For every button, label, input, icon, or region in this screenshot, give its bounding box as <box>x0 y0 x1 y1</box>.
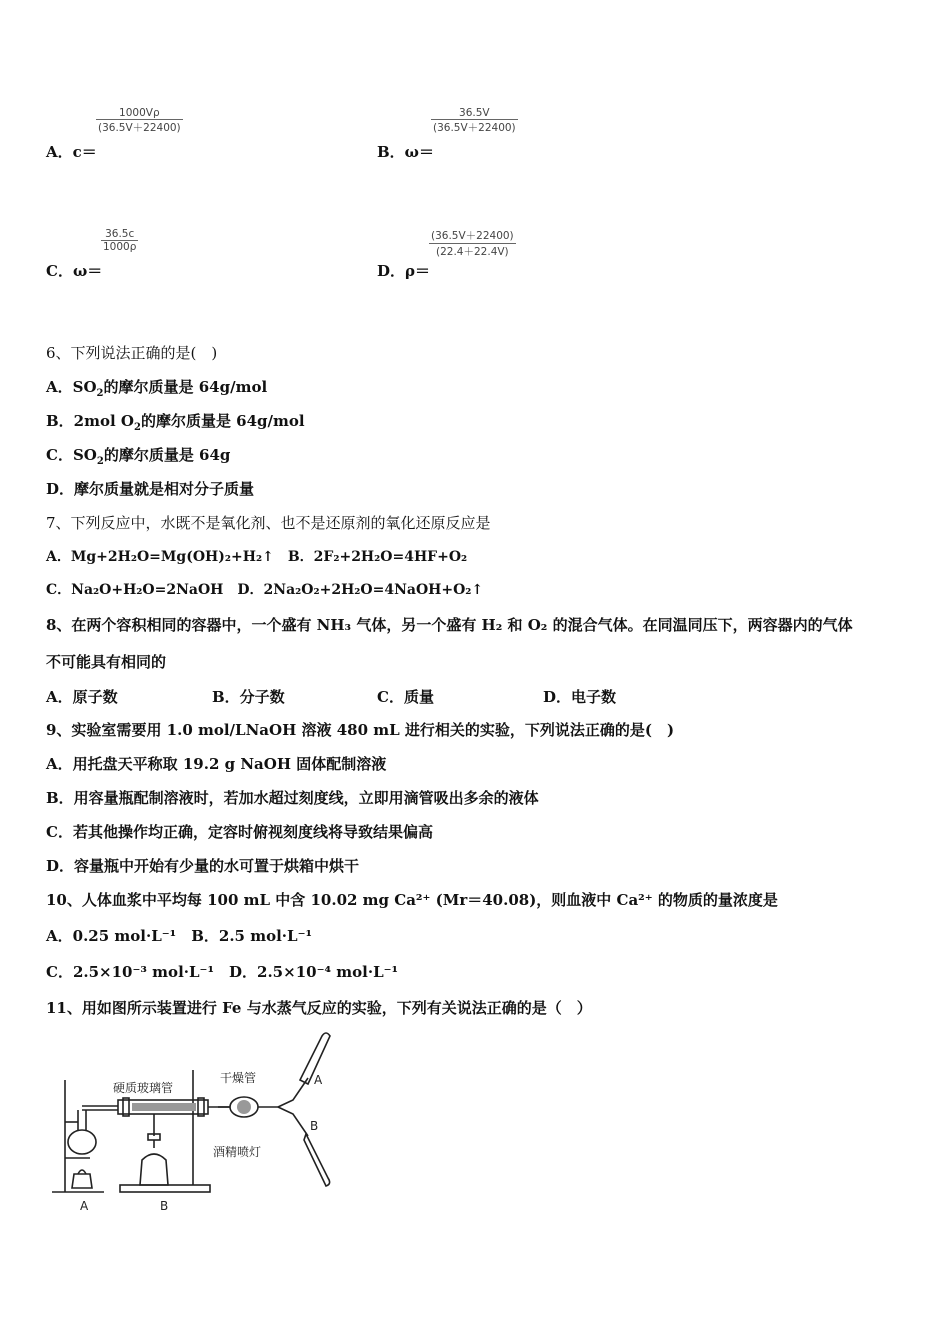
option-text: A．SO <box>46 378 97 396</box>
option-text: 的摩尔质量是 64g <box>103 446 231 464</box>
option-text: 的摩尔质量是 64g/mol <box>140 412 305 430</box>
collection-tube-b <box>304 1134 330 1186</box>
hard-glass-tube-label: 硬质玻璃管 <box>113 1081 174 1095</box>
q9-option-d: D．容量瓶中开始有少量的水可置于烘箱中烘干 <box>46 857 360 875</box>
alcohol-blast-lamp-label: 酒精喷灯 <box>213 1145 262 1159</box>
q5-option-d: D．ρ＝ <box>377 262 430 280</box>
fraction-numerator: (36.5V＋22400) <box>431 230 514 242</box>
subscript: 2 <box>133 422 141 433</box>
fraction-numerator: 36.5V <box>459 107 490 119</box>
tube-b-label: B <box>310 1119 319 1133</box>
q8-stem-line2: 不可能具有相同的 <box>46 653 167 671</box>
q7-options-cd: C．Na₂O+H₂O=2NaOH D．2Na₂O₂+2H₂O=4NaOH+O₂↑ <box>46 582 484 598</box>
option-text: B．2mol O <box>46 412 134 430</box>
q7-options-ab: A．Mg+2H₂O=Mg(OH)₂+H₂↑ B．2F₂+2H₂O=4HF+O₂ <box>46 549 468 565</box>
fraction-numerator: 1000Vρ <box>119 107 160 119</box>
q10-options-ab: A．0.25 mol·L⁻¹ B．2.5 mol·L⁻¹ <box>46 927 313 945</box>
stand-b-label: B <box>160 1199 169 1213</box>
fraction-denominator: (36.5V＋22400) <box>431 119 518 135</box>
q6-option-b <box>46 411 305 438</box>
fraction-numerator: 36.5c <box>105 228 135 240</box>
q8-option-d: D．电子数 <box>543 688 617 706</box>
alcohol-blast-lamp <box>140 1154 168 1185</box>
subscript: 2 <box>96 456 104 467</box>
option-text: 的摩尔质量是 64g/mol <box>103 378 268 396</box>
q8-option-a: A．原子数 <box>46 688 118 706</box>
subscript: 2 <box>96 388 104 399</box>
q5-option-d-fraction <box>429 228 516 259</box>
q10-stem: 10、人体血浆中平均每 100 mL 中含 10.02 mg Ca²⁺ (Mr＝40.08)，则血液中 Ca²⁺ 的物质的量浓度是 <box>46 891 778 909</box>
drying-tube-label: 干燥管 <box>220 1071 257 1085</box>
fraction-denominator: 1000ρ <box>103 241 137 253</box>
q8-stem-line1: 8、在两个容积相同的容器中，一个盛有 NH₃ 气体，另一个盛有 H₂ 和 O₂ 的混合气体。在同温同压下，两容器内的气体 <box>46 616 853 634</box>
flask-a <box>68 1130 96 1154</box>
q5-option-a-fraction <box>96 107 183 135</box>
q6-stem: 6、下列说法正确的是( ) <box>46 344 218 362</box>
q9-option-a: A．用托盘天平称取 19.2 g NaOH 固体配制溶液 <box>46 755 387 773</box>
burner-a <box>72 1174 92 1188</box>
q5-option-c-fraction <box>101 228 138 253</box>
q9-stem: 9、实验室需要用 1.0 mol/LNaOH 溶液 480 mL 进行相关的实验，下列说法正确的是( ) <box>46 721 675 739</box>
apparatus-figure <box>48 1030 338 1215</box>
q9-option-c: C．若其他操作均正确，定容时俯视刻度线将导致结果偏高 <box>46 823 433 841</box>
q6-option-d: D．摩尔质量就是相对分子质量 <box>46 480 255 498</box>
q5-option-c: C．ω＝ <box>46 262 103 280</box>
q6-option-a <box>46 377 267 404</box>
q5-option-b-fraction <box>431 107 518 135</box>
option-text: C．SO <box>46 446 97 464</box>
iron-powder <box>132 1103 196 1111</box>
q8-option-c: C．质量 <box>377 688 434 706</box>
q10-options-cd: C．2.5×10⁻³ mol·L⁻¹ D．2.5×10⁻⁴ mol·L⁻¹ <box>46 963 399 981</box>
q8-option-b: B．分子数 <box>212 688 285 706</box>
stand-b-base <box>120 1185 210 1192</box>
tube-a-label: A <box>314 1073 323 1087</box>
q7-stem: 7、下列反应中，水既不是氧化剂、也不是还原剂的氧化还原反应是 <box>46 514 491 532</box>
desiccant <box>237 1100 251 1114</box>
q5-option-a: A．c＝ <box>46 143 97 161</box>
q6-option-c <box>46 445 230 472</box>
q9-option-b: B．用容量瓶配制溶液时，若加水超过刻度线，立即用滴管吸出多余的液体 <box>46 789 539 807</box>
fraction-denominator: (22.4＋22.4V) <box>429 243 516 259</box>
stand-a-label: A <box>80 1199 89 1213</box>
q5-option-b: B．ω＝ <box>377 143 434 161</box>
fraction-denominator: (36.5V＋22400) <box>96 119 183 135</box>
q11-stem: 11、用如图所示装置进行 Fe 与水蒸气反应的实验，下列有关说法正确的是（ ） <box>46 999 592 1017</box>
